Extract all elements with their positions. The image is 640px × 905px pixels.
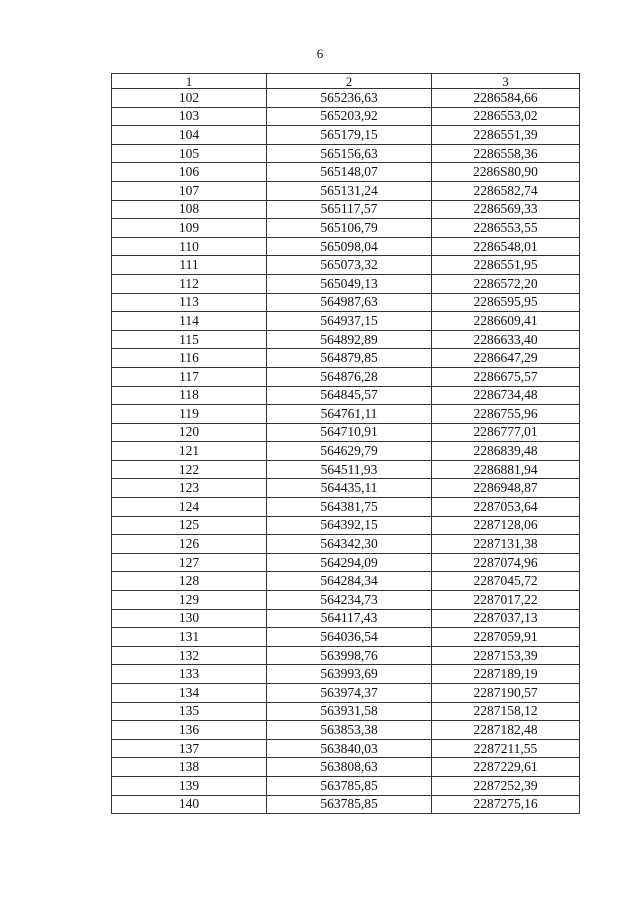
table-row	[112, 367, 580, 386]
y-coordinate-cell: 2287053,64	[432, 498, 580, 517]
point-number-cell: 122	[112, 460, 267, 479]
y-coordinate-cell: 2286647,29	[432, 349, 580, 368]
table-body	[112, 89, 580, 814]
y-coordinate-cell: 2287190,57	[432, 684, 580, 703]
y-coordinate-cell: 2286839,48	[432, 442, 580, 461]
y-coordinate-cell: 2286609,41	[432, 312, 580, 331]
table-row	[112, 237, 580, 256]
point-number-cell: 108	[112, 200, 267, 219]
column-header-2: 2	[267, 74, 432, 89]
point-number-cell: 125	[112, 516, 267, 535]
point-number-cell: 132	[112, 646, 267, 665]
x-coordinate-cell: 565117,57	[267, 200, 432, 219]
table-row	[112, 442, 580, 461]
y-coordinate-cell: 2286675,57	[432, 367, 580, 386]
x-coordinate-cell: 564987,63	[267, 293, 432, 312]
x-coordinate-cell: 564761,11	[267, 405, 432, 424]
y-coordinate-cell: 2286948,87	[432, 479, 580, 498]
table-row	[112, 163, 580, 182]
point-number-cell: 128	[112, 572, 267, 591]
y-coordinate-cell: 2287059,91	[432, 628, 580, 647]
table-row	[112, 572, 580, 591]
table-row	[112, 460, 580, 479]
x-coordinate-cell: 563808,63	[267, 758, 432, 777]
point-number-cell: 105	[112, 144, 267, 163]
point-number-cell: 127	[112, 553, 267, 572]
table-row	[112, 330, 580, 349]
x-coordinate-cell: 564710,91	[267, 423, 432, 442]
table-row	[112, 665, 580, 684]
x-coordinate-cell: 564876,28	[267, 367, 432, 386]
table-row	[112, 405, 580, 424]
table-row	[112, 274, 580, 293]
x-coordinate-cell: 564342,30	[267, 535, 432, 554]
x-coordinate-cell: 564435,11	[267, 479, 432, 498]
table-row	[112, 516, 580, 535]
table-row	[112, 739, 580, 758]
y-coordinate-cell: 2286633,40	[432, 330, 580, 349]
table-header-row	[112, 74, 580, 89]
table-row	[112, 219, 580, 238]
x-coordinate-cell: 563998,76	[267, 646, 432, 665]
y-coordinate-cell: 2287037,13	[432, 609, 580, 628]
point-number-cell: 134	[112, 684, 267, 703]
y-coordinate-cell: 2286881,94	[432, 460, 580, 479]
x-coordinate-cell: 565106,79	[267, 219, 432, 238]
y-coordinate-cell: 2286572,20	[432, 274, 580, 293]
point-number-cell: 120	[112, 423, 267, 442]
point-number-cell: 103	[112, 107, 267, 126]
point-number-cell: 121	[112, 442, 267, 461]
point-number-cell: 137	[112, 739, 267, 758]
table-row	[112, 144, 580, 163]
y-coordinate-cell: 2286551,39	[432, 126, 580, 145]
x-coordinate-cell: 564845,57	[267, 386, 432, 405]
y-coordinate-cell: 2286S80,90	[432, 163, 580, 182]
point-number-cell: 139	[112, 776, 267, 795]
x-coordinate-cell: 565049,13	[267, 274, 432, 293]
table-row	[112, 702, 580, 721]
point-number-cell: 124	[112, 498, 267, 517]
x-coordinate-cell: 565179,15	[267, 126, 432, 145]
x-coordinate-cell: 563931,58	[267, 702, 432, 721]
point-number-cell: 115	[112, 330, 267, 349]
x-coordinate-cell: 563993,69	[267, 665, 432, 684]
point-number-cell: 130	[112, 609, 267, 628]
point-number-cell: 102	[112, 89, 267, 108]
table-row	[112, 591, 580, 610]
x-coordinate-cell: 564036,54	[267, 628, 432, 647]
table-row	[112, 89, 580, 108]
point-number-cell: 109	[112, 219, 267, 238]
point-number-cell: 118	[112, 386, 267, 405]
table-row	[112, 256, 580, 275]
table-row	[112, 386, 580, 405]
x-coordinate-cell: 564294,09	[267, 553, 432, 572]
page-number: 6	[316, 46, 324, 61]
y-coordinate-cell: 2286755,96	[432, 405, 580, 424]
y-coordinate-cell: 2286569,33	[432, 200, 580, 219]
table-row	[112, 795, 580, 814]
x-coordinate-cell: 563785,85	[267, 776, 432, 795]
point-number-cell: 131	[112, 628, 267, 647]
x-coordinate-cell: 563785,85	[267, 795, 432, 814]
table-row	[112, 293, 580, 312]
x-coordinate-cell: 565073,32	[267, 256, 432, 275]
table-row	[112, 609, 580, 628]
y-coordinate-cell: 2287189,19	[432, 665, 580, 684]
point-number-cell: 110	[112, 237, 267, 256]
x-coordinate-cell: 563840,03	[267, 739, 432, 758]
y-coordinate-cell: 2286734,48	[432, 386, 580, 405]
point-number-cell: 136	[112, 721, 267, 740]
point-number-cell: 126	[112, 535, 267, 554]
table-row	[112, 181, 580, 200]
point-number-cell: 114	[112, 312, 267, 331]
x-coordinate-cell: 565203,92	[267, 107, 432, 126]
point-number-cell: 111	[112, 256, 267, 275]
table-row	[112, 107, 580, 126]
table-row	[112, 498, 580, 517]
table-row	[112, 312, 580, 331]
y-coordinate-cell: 2286558,36	[432, 144, 580, 163]
x-coordinate-cell: 564234,73	[267, 591, 432, 610]
y-coordinate-cell: 2287252,39	[432, 776, 580, 795]
y-coordinate-cell: 2286595,95	[432, 293, 580, 312]
column-header-1: 1	[112, 74, 267, 89]
point-number-cell: 112	[112, 274, 267, 293]
table-row	[112, 758, 580, 777]
x-coordinate-cell: 564629,79	[267, 442, 432, 461]
point-number-cell: 123	[112, 479, 267, 498]
point-number-cell: 113	[112, 293, 267, 312]
table-row	[112, 628, 580, 647]
y-coordinate-cell: 2287182,48	[432, 721, 580, 740]
y-coordinate-cell: 2287153,39	[432, 646, 580, 665]
point-number-cell: 104	[112, 126, 267, 145]
table-row	[112, 200, 580, 219]
x-coordinate-cell: 565236,63	[267, 89, 432, 108]
table-row	[112, 423, 580, 442]
point-number-cell: 138	[112, 758, 267, 777]
table-row	[112, 776, 580, 795]
point-number-cell: 119	[112, 405, 267, 424]
point-number-cell: 135	[112, 702, 267, 721]
x-coordinate-cell: 565148,07	[267, 163, 432, 182]
y-coordinate-cell: 2286553,02	[432, 107, 580, 126]
x-coordinate-cell: 564879,85	[267, 349, 432, 368]
y-coordinate-cell: 2287158,12	[432, 702, 580, 721]
point-number-cell: 106	[112, 163, 267, 182]
table-row	[112, 126, 580, 145]
table-row	[112, 721, 580, 740]
y-coordinate-cell: 2286777,01	[432, 423, 580, 442]
x-coordinate-cell: 564511,93	[267, 460, 432, 479]
table-row	[112, 646, 580, 665]
table-row	[112, 479, 580, 498]
column-header-3: 3	[432, 74, 580, 89]
y-coordinate-cell: 2287074,96	[432, 553, 580, 572]
y-coordinate-cell: 2286582,74	[432, 181, 580, 200]
y-coordinate-cell: 2287131,38	[432, 535, 580, 554]
y-coordinate-cell: 2287128,06	[432, 516, 580, 535]
table-row	[112, 535, 580, 554]
y-coordinate-cell: 2287211,55	[432, 739, 580, 758]
y-coordinate-cell: 2286584,66	[432, 89, 580, 108]
x-coordinate-cell: 565156,63	[267, 144, 432, 163]
x-coordinate-cell: 564892,89	[267, 330, 432, 349]
y-coordinate-cell: 2286551,95	[432, 256, 580, 275]
x-coordinate-cell: 564284,34	[267, 572, 432, 591]
point-number-cell: 133	[112, 665, 267, 684]
table-row	[112, 349, 580, 368]
y-coordinate-cell: 2287229,61	[432, 758, 580, 777]
point-number-cell: 129	[112, 591, 267, 610]
x-coordinate-cell: 564392,15	[267, 516, 432, 535]
y-coordinate-cell: 2287275,16	[432, 795, 580, 814]
x-coordinate-cell: 563974,37	[267, 684, 432, 703]
x-coordinate-cell: 565098,04	[267, 237, 432, 256]
x-coordinate-cell: 564937,15	[267, 312, 432, 331]
point-number-cell: 117	[112, 367, 267, 386]
x-coordinate-cell: 564117,43	[267, 609, 432, 628]
y-coordinate-cell: 2287045,72	[432, 572, 580, 591]
point-number-cell: 116	[112, 349, 267, 368]
x-coordinate-cell: 563853,38	[267, 721, 432, 740]
table-row	[112, 553, 580, 572]
x-coordinate-cell: 565131,24	[267, 181, 432, 200]
point-number-cell: 140	[112, 795, 267, 814]
y-coordinate-cell: 2287017,22	[432, 591, 580, 610]
y-coordinate-cell: 2286553,55	[432, 219, 580, 238]
table-row	[112, 684, 580, 703]
x-coordinate-cell: 564381,75	[267, 498, 432, 517]
coordinates-table	[111, 73, 580, 814]
y-coordinate-cell: 2286548,01	[432, 237, 580, 256]
point-number-cell: 107	[112, 181, 267, 200]
